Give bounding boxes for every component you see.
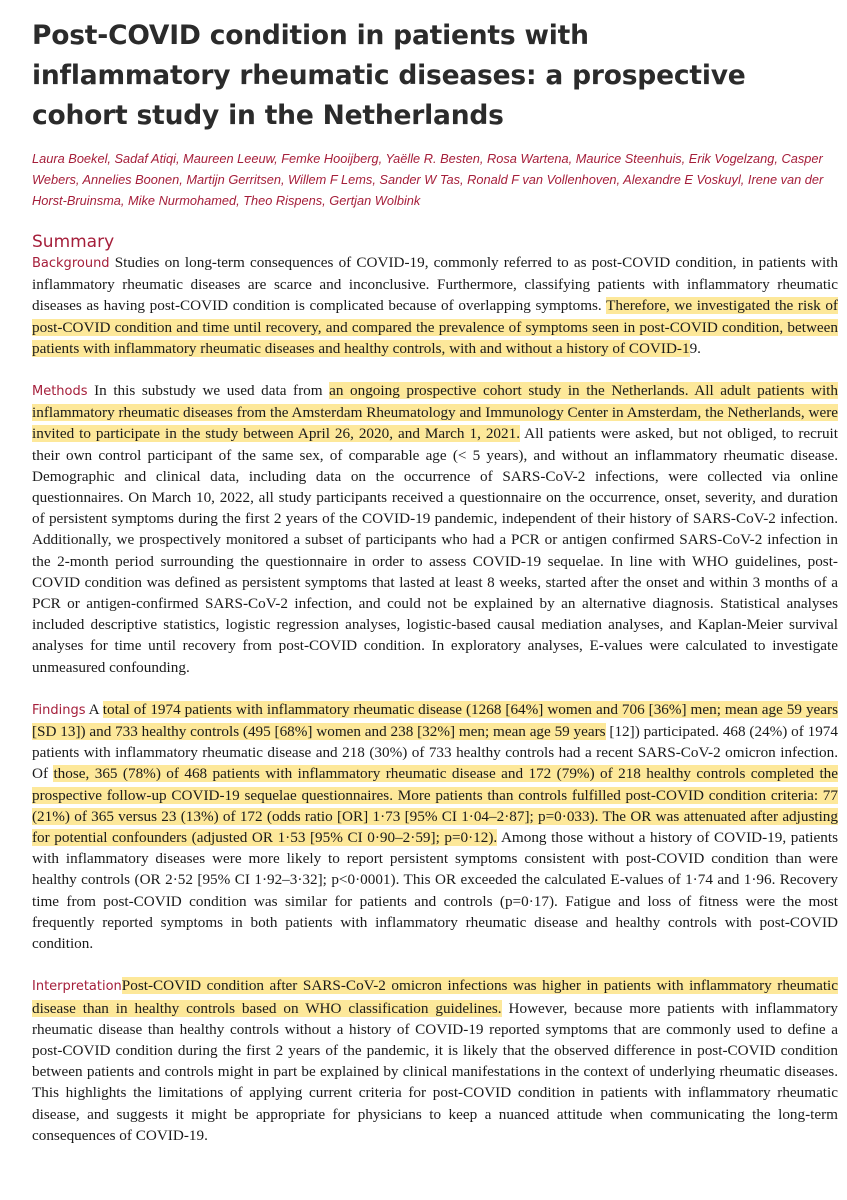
background-section: [32, 252, 838, 359]
background-highlight: Therefore, we investigated the risk of post-COVID condition and time until recovery, and compared the prevalence of symptoms seen in post-COVID condition, between patients with inflammatory rheumatic diseases and healthy controls, with and without a history of COVID-1: [32, 297, 838, 357]
methods-highlight: an ongoing prospective cohort study in the Netherlands. All adult patients with inflammatory rheumatic diseases from the Amsterdam Rheumatology and Immunology Center in Amsterdam, the Netherlands, were invited to participate in the study between April 26, 2020, and March 1, 2021.: [32, 382, 838, 443]
interpretation-text: However, because more patients with inflammatory rheumatic disease than healthy controls without a history of COVID-19 reported symptoms that are commonly used to define a post-COVID condition during the first 2 years of the pandemic, it is likely that the observed difference in post-COVID condition between patients and controls might in part be explained by clinical manifestations in the context of underlying rheumatic diseases. This highlights the limitations of applying current criteria for post-COVID condition in patients with inflammatory rheumatic disease, and suggests it might be appropriate for physicians to keep a nuanced attitude when communicating the long-term consequences of COVID-19.: [32, 999, 838, 1144]
background-text-end: 9.: [689, 339, 701, 357]
interpretation-highlight: Post-COVID condition after SARS-CoV-2 omicron infections was higher in patients with inflammatory rheumatic disease than in healthy controls based on WHO classification guidelines.: [32, 977, 838, 1017]
findings-text-end: Among those without a history of COVID-19, patients with inflammatory diseases were more likely to report persistent symptoms consistent with post-COVID condition than were healthy controls (OR 2·52 [95% CI 1·92–3·32]; p<0·0001). This OR exceeded the calculated E-values of 1·74 and 1·96. Recovery time from post-COVID condition was similar for patients and controls (p=0·17). Fatigue and loss of fitness were the most frequently reported symptoms in both patients with inflammatory rheumatic disease and healthy controls with post-COVID condition.: [32, 829, 838, 953]
findings-highlight-2: those, 365 (78%) of 468 patients with inflammatory rheumatic disease and 172 (79%) of 218 healthy controls completed the prospective follow-up COVID-19 sequelae questionnaires. More patients than controls fulfilled post-COVID condition criteria: 77 (21%) of 365 versus 23 (13%) of 172 (odds ratio [OR] 1·73 [95% CI 1·04–2·87]; p=0·033). The OR was attenuated after adjusting for potential confounders (adjusted OR 1·53 [95% CI 0·90–2·59]; p=0·12).: [32, 765, 838, 847]
methods-text-intro: In this substudy we used data from: [87, 382, 330, 400]
background-label: Background: [32, 256, 110, 271]
background-text: Studies on long-term consequences of COVID-19, commonly referred to as post-COVID condition, in patients with inflammatory rheumatic diseases are scarce and inconclusive. Furthermore, classifying patients with inflammatory rheumatic diseases as having post-COVID condition is complicated because of overlapping symptoms.: [32, 254, 838, 315]
author-list[interactable]: Laura Boekel, Sadaf Atiqi, Maureen Leeuw, Femke Hooijberg, Yaëlle R. Besten, Rosa Wartena, Maurice Steenhuis, Erik Vogelzang, Casper Webers, Annelies Boonen, Martijn Gerritsen, Willem F Lems, Sander W Tas, Ronald F van Vollenhoven, Alexandre E Voskuyl, Irene van der Horst-Bruinsma, Mike Nurmohamed, Theo Rispens, Gertjan Wolbink: [32, 151, 824, 208]
findings-highlight-1: total of 1974 patients with inflammatory rheumatic disease (1268 [64%] women and 706 [36%] men; mean age 59 years [SD 13]) and 733 healthy controls (495 [68%] women and 238 [32%] men; mean age 59 years: [32, 700, 838, 741]
findings-text-middle: [12]) participated. 468 (24%) of 1974 patients with inflammatory rheumatic disease and 218 (30%) of 733 healthy controls had a recent SARS-CoV-2 omicron infection. Of: [32, 723, 838, 783]
findings-label: Findings: [32, 702, 86, 718]
article-title: Post-COVID condition in patients with inflammatory rheumatic diseases: a prospective cohort study in the Netherlands: [32, 20, 746, 131]
methods-section: [32, 380, 838, 678]
methods-text: All patients were asked, but not obliged, to recruit their own control participant of the same sex, of comparable age (< 5 years), and without an inflammatory rheumatic disease. Demographic and clinical data, including data on the occurrence of SARS-CoV-2 infections, were collected via online questionnaires. On March 10, 2022, all study participants received a questionnaire on the occurrence, onset, severity, and duration of persistent symptoms during the first 2 years of the COVID-19 pandemic, independent of their history of SARS-CoV-2 infection. Additionally, we prospectively monitored a subset of participants who had a PCR or antigen confirmed SARS-CoV-2 infection in the 2-month period surrounding the questionnaire in order to assess COVID-19 sequelae. In line with WHO guidelines, post-COVID condition was defined as persistent symptoms that lasted at least 8 weeks, started after the onset and within 3 months of a PCR or antigen-confirmed SARS-CoV-2 infection, and could not be explained by an alternative diagnosis. Statistical analyses included descriptive statistics, logistic regression analyses, logistic-based causal mediation analyses, and Kaplan-Meier survival analyses for time until recovery from post-COVID condition. In exploratory analyses, E-values were calculated to investigate unmeasured confounding.: [32, 425, 838, 676]
interpretation-label: Interpretation: [32, 979, 122, 995]
summary-heading: Summary: [32, 232, 115, 252]
findings-section: [32, 699, 838, 954]
findings-text-intro: A: [85, 700, 103, 718]
methods-label: Methods: [32, 384, 88, 400]
interpretation-section: [32, 975, 838, 1146]
